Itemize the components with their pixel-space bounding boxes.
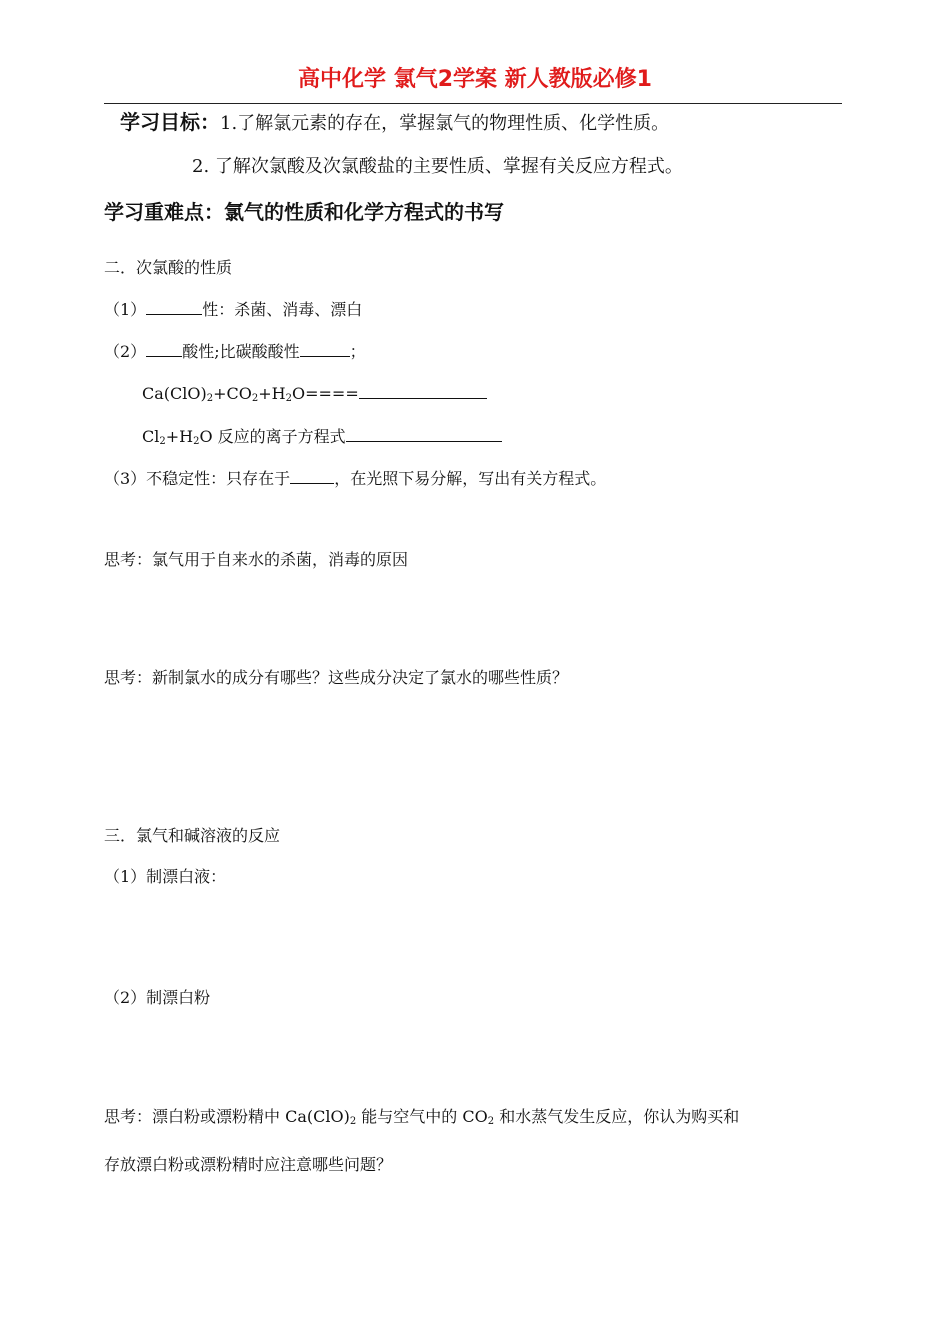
think-2: 思考：新制氯水的成分有哪些？这些成分决定了氯水的哪些性质？ — [104, 668, 569, 687]
think-3-line-2: 存放漂白粉或漂粉精时应注意哪些问题？ — [104, 1155, 393, 1174]
think3-sub-1: 2 — [349, 1116, 357, 1127]
eq1-text-3: +H — [258, 384, 286, 403]
objectives-line-1 — [120, 106, 669, 135]
keypoints-heading: 学习重难点：氯气的性质和化学方程式的书写 — [104, 200, 504, 224]
document-title: 高中化学 氯气2学案 新人教版必修1 — [298, 67, 652, 92]
item-2-prefix: （2） — [104, 342, 147, 361]
eq1-sub-1: 2 — [206, 393, 214, 404]
think3-text-2: 能与空气中的 CO — [356, 1107, 488, 1126]
hclo-property-1 — [104, 296, 362, 320]
eq1-text-2: +CO — [213, 384, 252, 403]
blank-2a — [146, 338, 182, 357]
item-3-prefix: （3）不稳定性：只存在于 — [104, 469, 291, 488]
objective-1: 1.了解氯元素的存在，掌握氯气的物理性质、化学性质。 — [220, 113, 670, 134]
section-2-title: 二．次氯酸的性质 — [104, 258, 233, 277]
equation-1 — [142, 380, 487, 404]
eq2-text-2: +H — [165, 427, 194, 446]
eq2-sub-2: 2 — [193, 436, 200, 447]
blank-2b — [300, 338, 350, 357]
eq1-text-1: Ca(ClO) — [142, 384, 207, 403]
blank-eq1 — [359, 380, 487, 399]
item-3-suffix: ，在光照下易分解，写出有关方程式。 — [334, 469, 607, 488]
think3-sub-2: 2 — [487, 1116, 495, 1127]
blank-1 — [146, 296, 202, 315]
blank-eq2 — [346, 423, 502, 442]
eq2-sub-1: 2 — [159, 436, 166, 447]
eq1-text-4: O==== — [292, 384, 359, 403]
objective-2: 2. 了解次氯酸及次氯酸盐的主要性质、掌握有关反应方程式。 — [192, 156, 683, 177]
bleach-liquid-item: （1）制漂白液： — [104, 867, 227, 886]
think3-text-3: 和水蒸气发生反应，你认为购买和 — [494, 1107, 740, 1126]
eq2-text-1: Cl — [142, 427, 160, 446]
objectives-label: 学习目标： — [120, 110, 220, 134]
eq1-sub-3: 2 — [285, 393, 292, 404]
think-3-line-1 — [104, 1104, 739, 1127]
bleach-powder-item: （2）制漂白粉 — [104, 988, 211, 1007]
eq2-text-3: O 反应的离子方程式 — [199, 427, 346, 446]
section-3-title: 三．氯气和碱溶液的反应 — [104, 826, 281, 845]
hclo-property-2 — [104, 338, 366, 362]
item-1-suffix: 性：杀菌、消毒、漂白 — [202, 300, 363, 319]
think-1: 思考：氯气用于自来水的杀菌，消毒的原因 — [104, 550, 409, 569]
title-divider — [104, 103, 842, 104]
eq1-sub-2: 2 — [251, 393, 259, 404]
item-1-prefix: （1） — [104, 300, 147, 319]
hclo-property-3 — [104, 465, 606, 489]
item-2-mid: 酸性;比碳酸酸性 — [182, 342, 300, 361]
item-2-end: ； — [349, 342, 366, 361]
equation-2 — [142, 423, 502, 447]
think3-text-1: 思考：漂白粉或漂粉精中 Ca(ClO) — [104, 1107, 350, 1126]
blank-3 — [290, 465, 334, 484]
